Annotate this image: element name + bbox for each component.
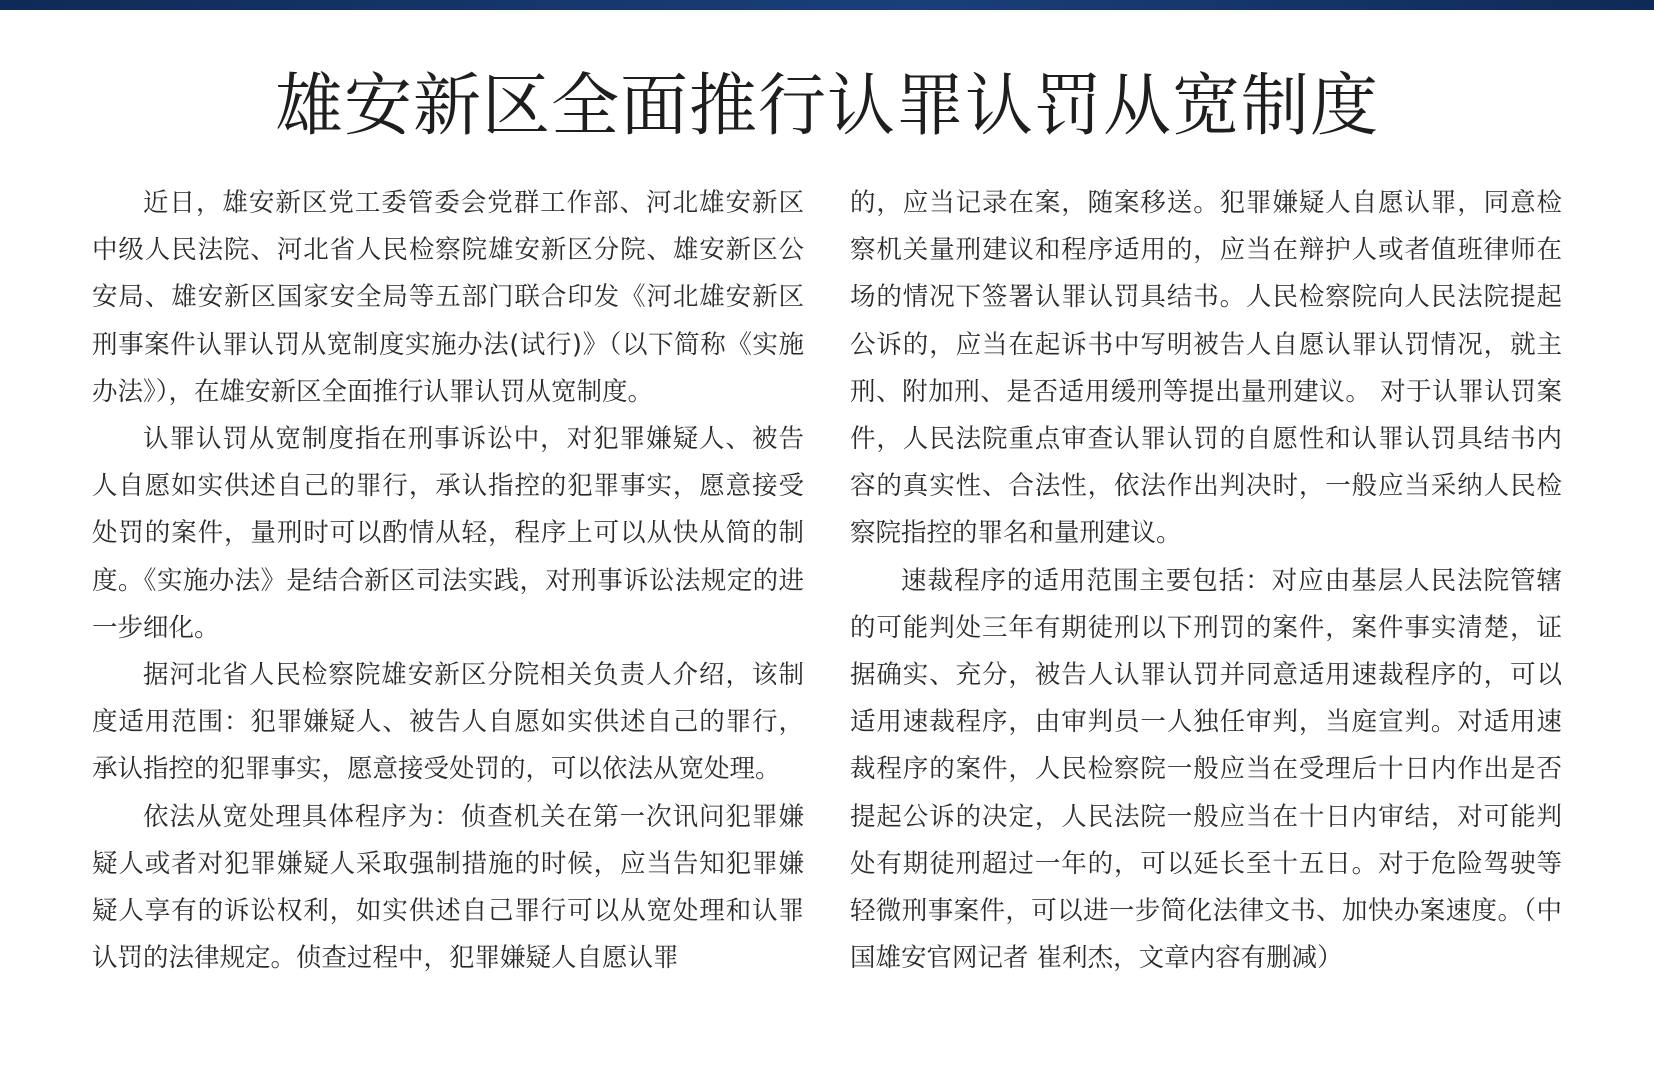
top-banner-bar: [0, 0, 1654, 10]
article-column-left: [92, 180, 804, 982]
article-column-right: [850, 180, 1562, 982]
article-paragraph: 据河北省人民检察院雄安新区分院相关负责人介绍，该制度适用范围：犯罪嫌疑人、被告人自愿如实供述自己的罪行，承认指控的犯罪事实，愿意接受处罚的，可以依法从宽处理。: [92, 660, 804, 785]
article-paragraph: 依法从宽处理具体程序为：侦查机关在第一次讯问犯罪嫌疑人或者对犯罪嫌疑人采取强制措施的时候，应当告知犯罪嫌疑人享有的诉讼权利，如实供述自己罪行可以从宽处理和认罪认罚的法律规定。侦查过程中，犯罪嫌疑人自愿认罪: [92, 801, 804, 974]
article-title: 雄安新区全面推行认罪认罚从宽制度: [274, 67, 1379, 146]
article-paragraph: 近日，雄安新区党工委管委会党群工作部、河北雄安新区中级人民法院、河北省人民检察院雄安新区分院、雄安新区公安局、雄安新区国家安全局等五部门联合印发《河北雄安新区刑事案件认罪认罚从宽制度实施办法(试行)》（以下简称《实施办法》），在雄安新区全面推行认罪认罚从宽制度。: [92, 188, 804, 407]
article-paragraph-continued: 的，应当记录在案，随案移送。犯罪嫌疑人自愿认罪，同意检察机关量刑建议和程序适用的，应当在辩护人或者值班律师在场的情况下签署认罪认罚具结书。人民检察院向人民法院提起公诉的，应当在起诉书中写明被告人自愿认罪认罚情况，就主刑、附加刑、是否适用缓刑等提出量刑建议。 对于认罪认罚案件，人民法院重点审查认罪认罚的自愿性和认罪认罚具结书内容的真实性、合法性，依法作出判决时，一般应当采纳人民检察院指控的罪名和量刑建议。: [850, 188, 1562, 549]
article-paragraph: 认罪认罚从宽制度指在刑事诉讼中，对犯罪嫌疑人、被告人自愿如实供述自己的罪行，承认指控的犯罪事实，愿意接受处罚的案件，量刑时可以酌情从轻，程序上可以从快从简的制度。《实施办法》是结合新区司法实践，对刑事诉讼法规定的进一步细化。: [92, 424, 804, 643]
article-paragraph: 速裁程序的适用范围主要包括：对应由基层人民法院管辖的可能判处三年有期徒刑以下刑罚的案件，案件事实清楚，证据确实、充分，被告人认罪认罚并同意适用速裁程序的，可以适用速裁程序，由审判员一人独任审判，当庭宣判。对适用速裁程序的案件，人民检察院一般应当在受理后十日内作出是否提起公诉的决定，人民法院一般应当在十日内审结，对可能判处有期徒刑超过一年的，可以延长至十五日。对于危险驾驶等轻微刑事案件，可以进一步简化法律文书、加快办案速度。（中国雄安官网记者 崔利杰，文章内容有删减）: [850, 565, 1562, 974]
